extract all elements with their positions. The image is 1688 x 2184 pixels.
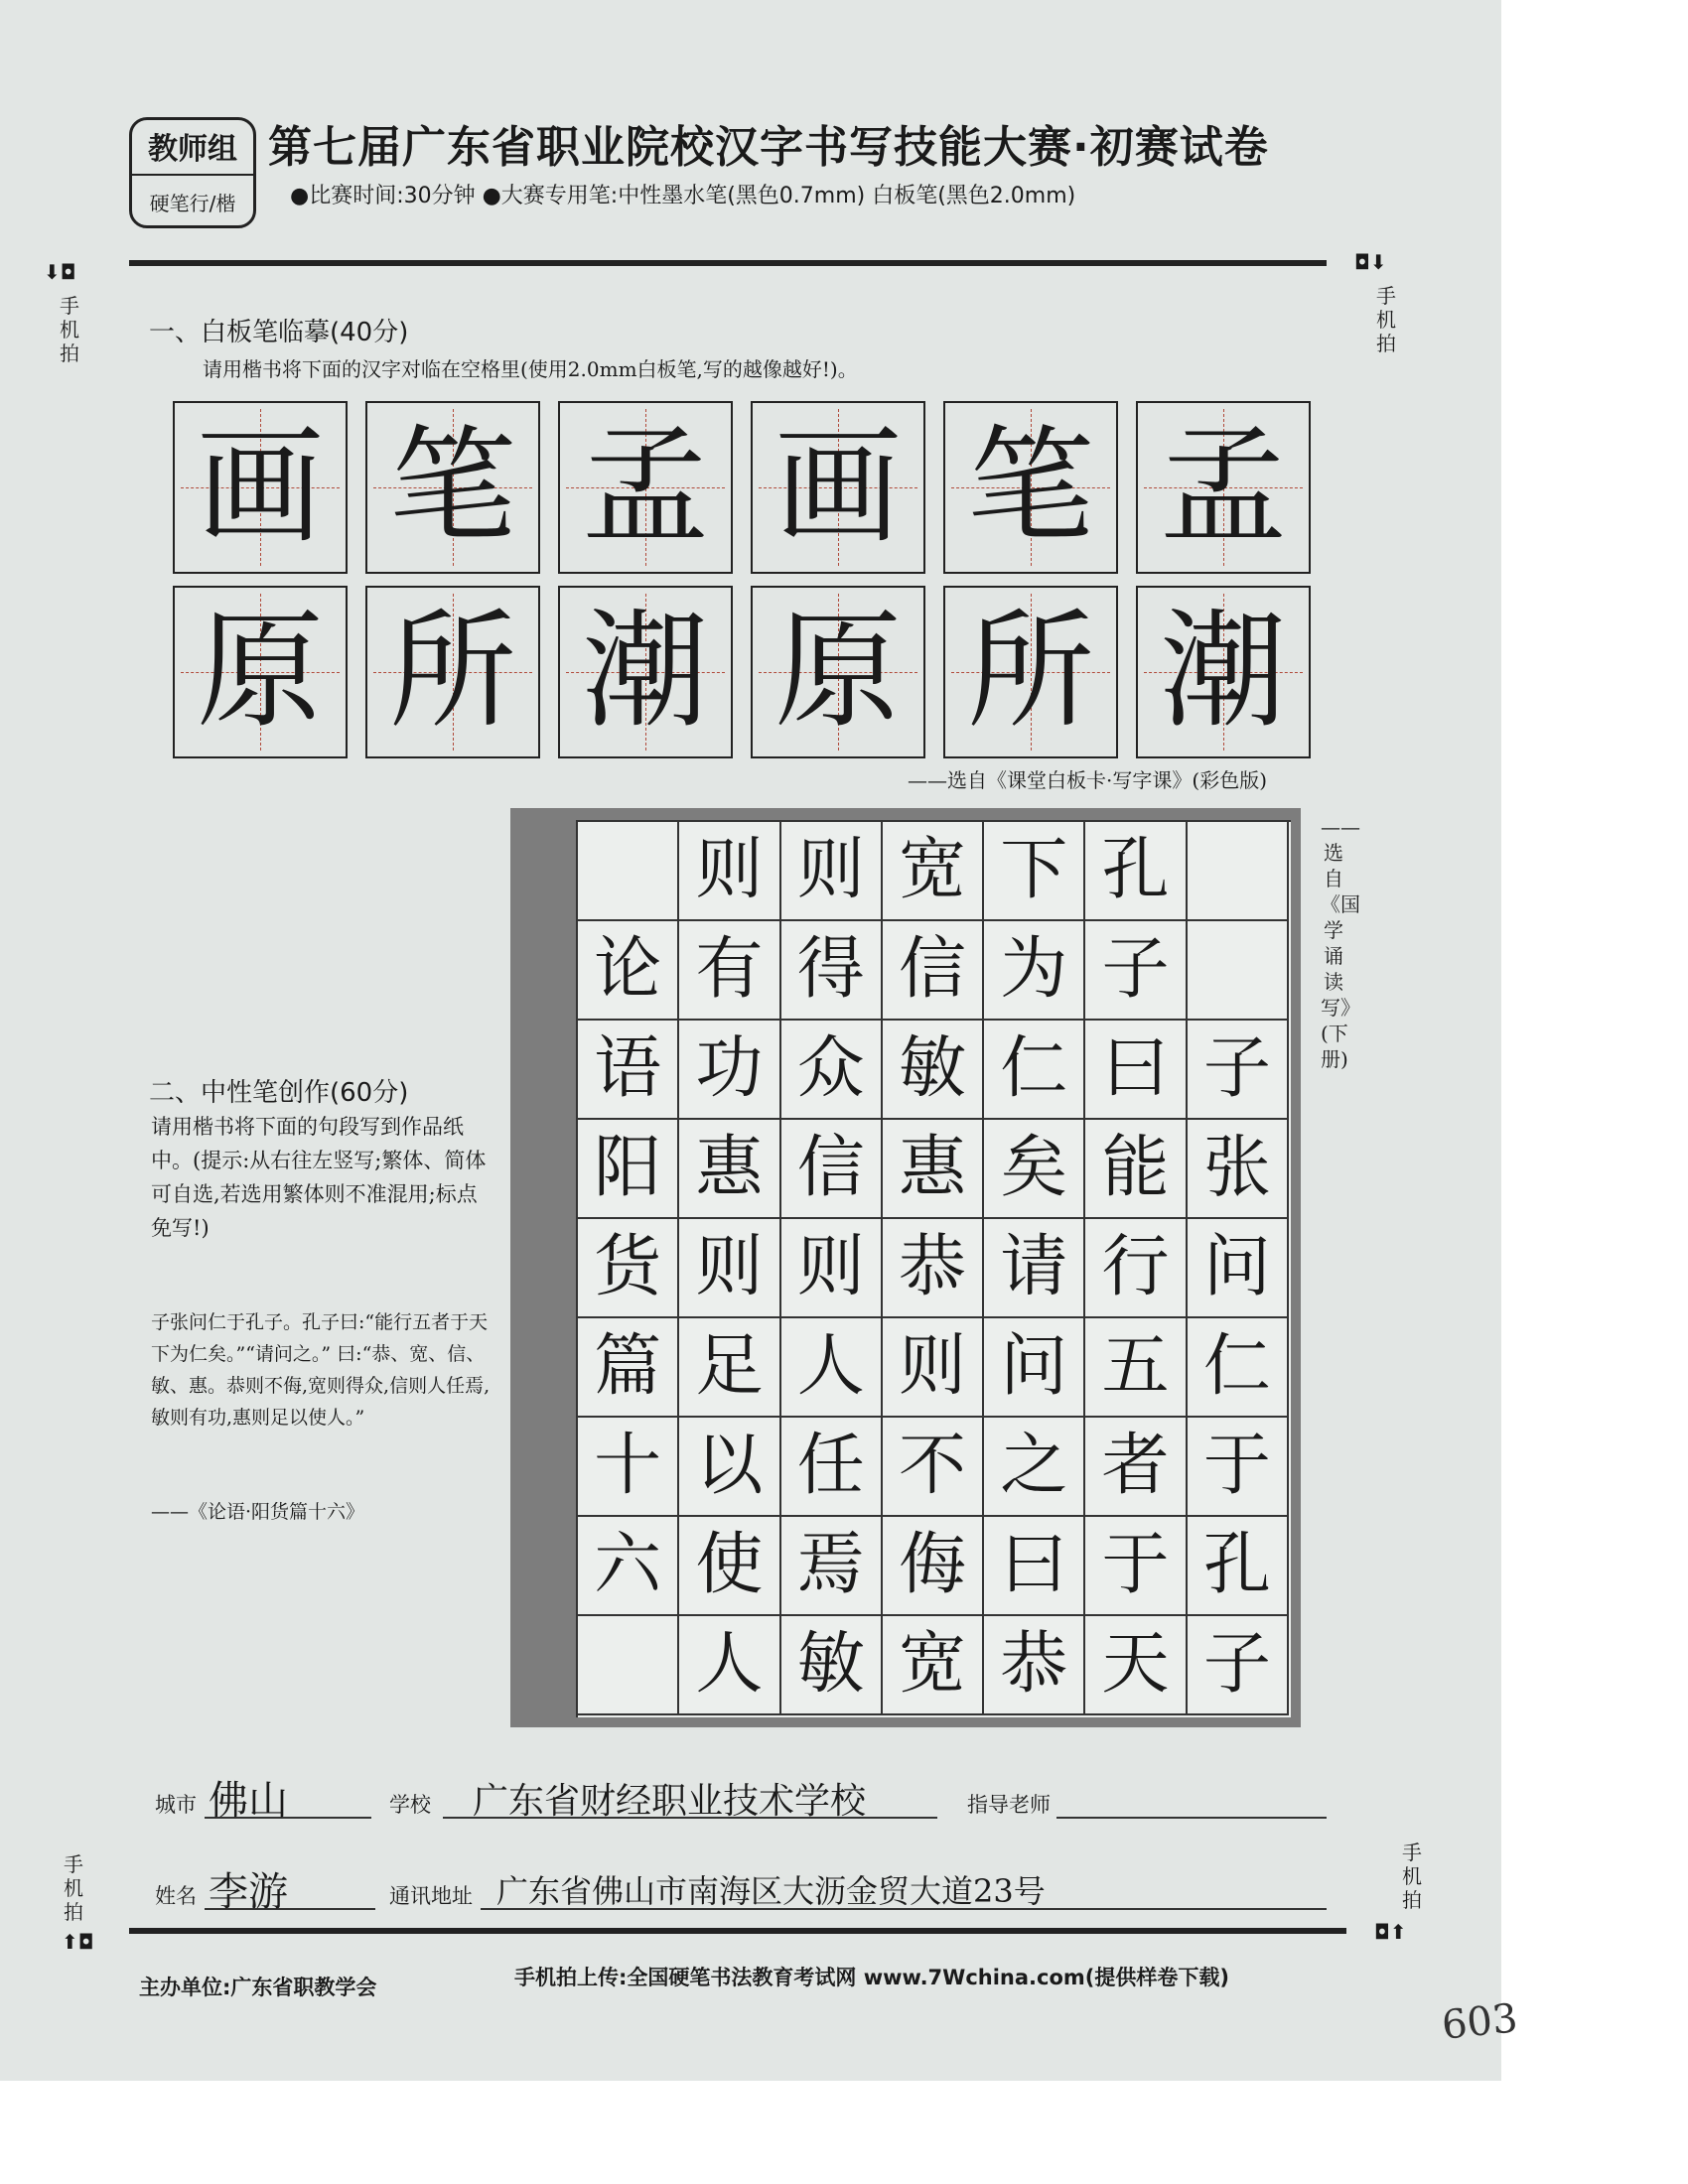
- work-cell: 宽: [883, 1616, 984, 1715]
- work-cell: 请: [984, 1219, 1085, 1318]
- work-cell: 于: [1188, 1418, 1289, 1517]
- copy-cell: [558, 586, 733, 758]
- copy-cell: [173, 586, 348, 758]
- upload-info: 手机拍上传:全国硬笔书法教育考试网 www.7Wchina.com(提供样卷下载): [514, 1966, 1229, 1989]
- teacher-field[interactable]: [1056, 1779, 1327, 1819]
- copy-cell: [365, 401, 540, 574]
- phone-capture-label-bottom-right: 手机拍: [1402, 1841, 1422, 1912]
- copy-char: 潮: [581, 598, 709, 746]
- work-cell: 曰: [984, 1517, 1085, 1616]
- name-value: 李游: [209, 1869, 288, 1915]
- city-field[interactable]: [205, 1778, 371, 1824]
- source-passage: 子张问仁于孔子。孔子曰:“能行五者于天下为仁矣。”“请问之。” 曰:“恭、宽、信、敏、惠。恭则不侮,宽则得众,信则人任焉,敏则有功,惠则足以使人。”: [151, 1311, 491, 1429]
- work-cell: 语: [578, 1021, 679, 1120]
- page-number: 603: [1439, 1995, 1520, 2049]
- school-value: 广东省财经职业技术学校: [473, 1781, 867, 1822]
- copy-char: 潮: [1159, 598, 1287, 746]
- work-cell: 之: [984, 1418, 1085, 1517]
- work-cell: 十: [578, 1418, 679, 1517]
- work-cell: 焉: [781, 1517, 883, 1616]
- work-cell: 任: [781, 1418, 883, 1517]
- work-cell: 宽: [883, 822, 984, 921]
- work-cell: 问: [984, 1318, 1085, 1418]
- section1-source: ——选自《课堂白板卡·写字课》(彩色版): [908, 768, 1267, 792]
- city-value: 佛山: [209, 1778, 288, 1824]
- copy-cell: [1136, 401, 1311, 574]
- exam-rules: ●比赛时间:30分钟 ●大赛专用笔:中性墨水笔(黑色0.7mm) 白板笔(黑色2.0mm): [290, 184, 1076, 208]
- organizer: 主办单位:广东省职教学会: [139, 1976, 377, 1999]
- copy-char: 画: [196, 413, 324, 561]
- copy-cell: [943, 586, 1118, 758]
- address-value: 广东省佛山市南海区大沥金贸大道23号: [496, 1872, 1046, 1910]
- city-label: 城市: [155, 1793, 197, 1817]
- work-cell: 得: [781, 921, 883, 1021]
- work-cell: 功: [679, 1021, 780, 1120]
- camera-icon-bottom-right: ◘⬆: [1374, 1920, 1407, 1944]
- work-cell: 行: [1085, 1219, 1187, 1318]
- section2-instruction: 请用楷书将下面的句段写到作品纸中。(提示:从右往左竖写;繁体、简体可自选,若选用繁体则不准混用;标点免写!): [151, 1115, 487, 1240]
- work-cell: 恭: [984, 1616, 1085, 1715]
- school-field[interactable]: [443, 1779, 937, 1822]
- section2-vertical-source: ——选自《国学诵读写》(下册): [1321, 815, 1360, 1071]
- copy-cell: [365, 586, 540, 758]
- work-cell: 则: [781, 822, 883, 921]
- copy-char: 孟: [1159, 413, 1287, 561]
- copy-char: 笔: [388, 413, 516, 561]
- work-cell: 天: [1085, 1616, 1187, 1715]
- work-cell: 子: [1085, 921, 1187, 1021]
- work-cell: 论: [578, 921, 679, 1021]
- work-cell: 于: [1085, 1517, 1187, 1616]
- group-badge: [129, 117, 256, 228]
- copy-char: 原: [196, 598, 324, 746]
- work-cell: 人: [781, 1318, 883, 1418]
- work-cell: 六: [578, 1517, 679, 1616]
- section2-heading: 二、中性笔创作(60分): [149, 1078, 409, 1108]
- phone-capture-label-bottom-left: 手机拍: [64, 1852, 83, 1924]
- work-cell: 矣: [984, 1120, 1085, 1219]
- work-cell: 信: [781, 1120, 883, 1219]
- group-badge-label: 教师组: [132, 124, 253, 176]
- work-cell: 阳: [578, 1120, 679, 1219]
- work-cell: 侮: [883, 1517, 984, 1616]
- camera-icon-bottom-left: ⬆◘: [62, 1930, 94, 1954]
- work-cell: 人: [679, 1616, 780, 1715]
- work-cell: 恭: [883, 1219, 984, 1318]
- school-label: 学校: [389, 1793, 431, 1817]
- work-cell: 下: [984, 822, 1085, 921]
- copy-cell: [751, 586, 925, 758]
- address-field[interactable]: [481, 1870, 1327, 1910]
- top-divider: [129, 260, 1327, 266]
- address-label: 通讯地址: [389, 1884, 473, 1908]
- work-cell: [1188, 822, 1289, 921]
- copy-char: 所: [966, 598, 1094, 746]
- page-title: 第七届广东省职业院校汉字书写技能大赛·初赛试卷: [268, 122, 1269, 173]
- work-cell: 众: [781, 1021, 883, 1120]
- work-cell: 子: [1188, 1616, 1289, 1715]
- section1-heading: 一、白板笔临摹(40分): [149, 318, 409, 347]
- work-cell: 仁: [1188, 1318, 1289, 1418]
- teacher-label: 指导老师: [967, 1793, 1051, 1817]
- camera-icon-top-left: ⬇◘: [44, 260, 76, 284]
- section1-instruction: 请用楷书将下面的汉字对临在空格里(使用2.0mm白板笔,写的越像越好!)。: [203, 357, 858, 381]
- work-cell: 敏: [781, 1616, 883, 1715]
- work-cell: 曰: [1085, 1021, 1187, 1120]
- work-cell: 敏: [883, 1021, 984, 1120]
- work-cell: 能: [1085, 1120, 1187, 1219]
- copy-cell: [751, 401, 925, 574]
- work-cell: [1188, 921, 1289, 1021]
- work-cell: 信: [883, 921, 984, 1021]
- work-cell: 则: [781, 1219, 883, 1318]
- work-cell: 有: [679, 921, 780, 1021]
- copy-cell: [1136, 586, 1311, 758]
- work-cell: 以: [679, 1418, 780, 1517]
- copy-cell: [558, 401, 733, 574]
- work-cell: 货: [578, 1219, 679, 1318]
- work-cell: 仁: [984, 1021, 1085, 1120]
- work-cell: 者: [1085, 1418, 1187, 1517]
- copy-cell: [943, 401, 1118, 574]
- name-field[interactable]: [205, 1869, 375, 1915]
- work-cell: 不: [883, 1418, 984, 1517]
- copy-char: 原: [774, 598, 902, 746]
- phone-capture-label-top-left: 手机拍: [60, 294, 79, 365]
- work-cell: 惠: [679, 1120, 780, 1219]
- work-cell: 则: [679, 822, 780, 921]
- copy-cell: [173, 401, 348, 574]
- work-cell: 则: [679, 1219, 780, 1318]
- work-cell: [578, 1616, 679, 1715]
- camera-icon-top-right: ◘⬇: [1354, 250, 1387, 274]
- bottom-divider: [129, 1928, 1346, 1934]
- work-cell: 则: [883, 1318, 984, 1418]
- work-cell: 张: [1188, 1120, 1289, 1219]
- copy-char: 孟: [581, 413, 709, 561]
- work-cell: 足: [679, 1318, 780, 1418]
- work-cell: 五: [1085, 1318, 1187, 1418]
- work-cell: 孔: [1085, 822, 1187, 921]
- work-cell: 问: [1188, 1219, 1289, 1318]
- copy-char: 笔: [966, 413, 1094, 561]
- work-cell: 篇: [578, 1318, 679, 1418]
- work-cell: 孔: [1188, 1517, 1289, 1616]
- phone-capture-label-top-right: 手机拍: [1376, 284, 1396, 355]
- name-label: 姓名: [155, 1884, 197, 1908]
- work-cell: 子: [1188, 1021, 1289, 1120]
- work-cell: 为: [984, 921, 1085, 1021]
- work-cell: 惠: [883, 1120, 984, 1219]
- copy-char: 画: [774, 413, 902, 561]
- work-cell: 使: [679, 1517, 780, 1616]
- work-grid: [576, 820, 1291, 1717]
- group-badge-sub: 硬笔行/楷: [149, 192, 236, 215]
- copy-char: 所: [388, 598, 516, 746]
- passage-source: ——《论语·阳货篇十六》: [151, 1501, 365, 1523]
- work-cell: [578, 822, 679, 921]
